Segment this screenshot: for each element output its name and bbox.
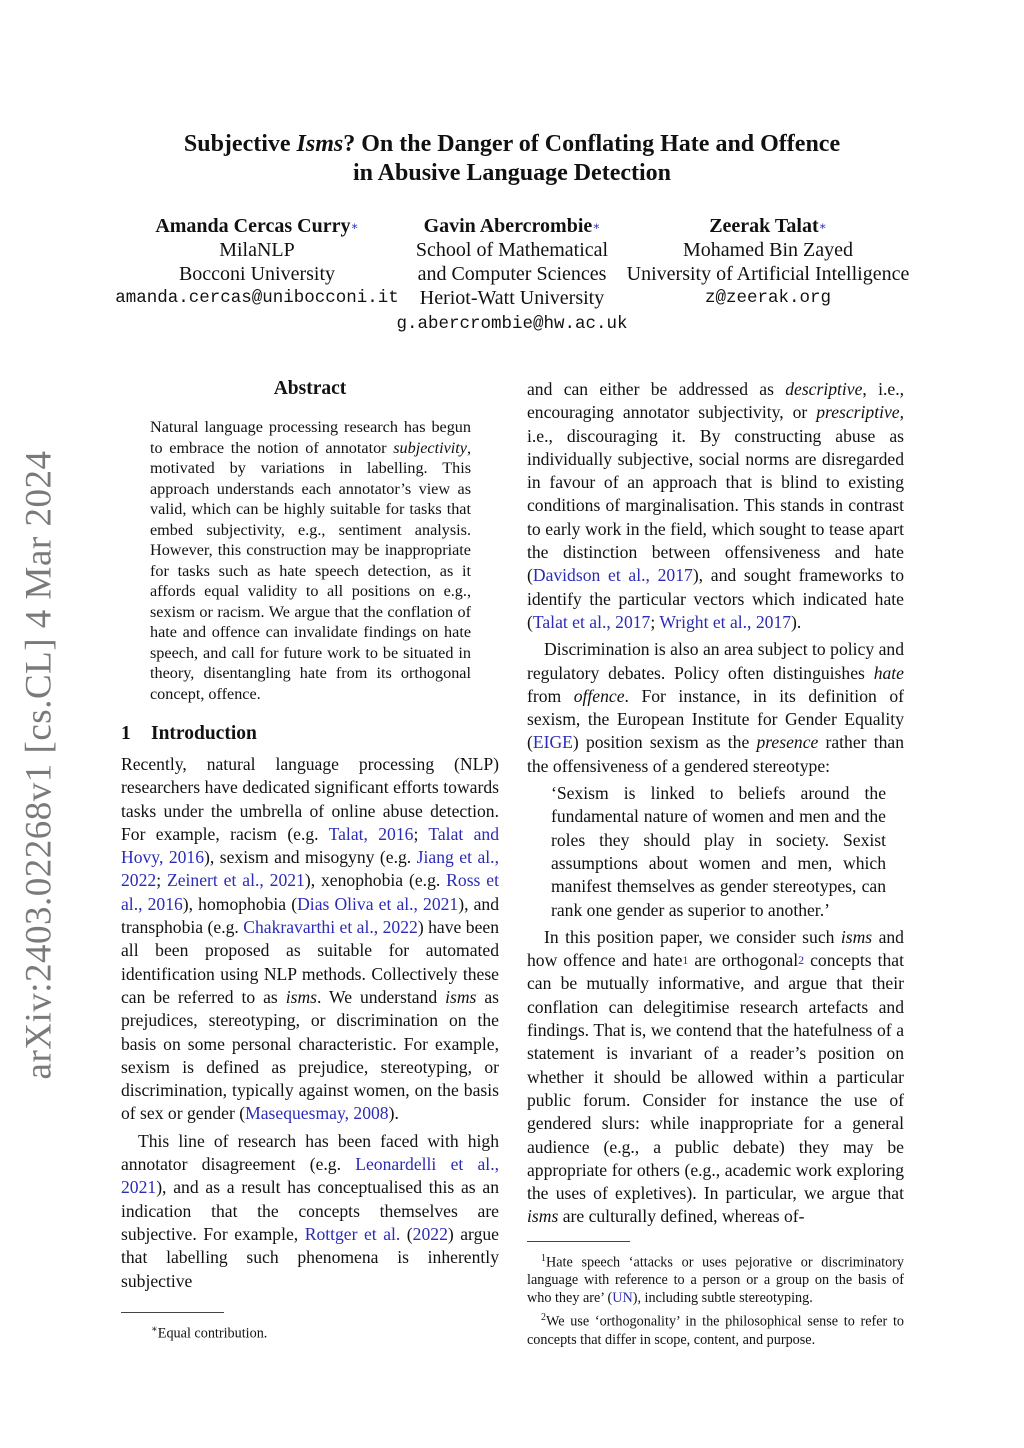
footnote-2: $^2$We use ‘orthogonality’ in the philosophical sense to refer to concepts that differ in scope, content, and purpose. [527,1312,904,1349]
citation-link[interactable]: UN [612,1290,633,1307]
citation-link[interactable]: Chakravarthi et al., 2022 [243,917,418,938]
author-block: Zeerak Talat∗ Mohamed Bin Zayed University of Artificial Intelligence z@zeerak.org [618,214,918,310]
body-paragraph: Discrimination is also an area subject to policy and regulatory debates. Policy often distinguishes hate from offence. For instance, in its definition of sexism, the European Institute for Gender Equality (EIGE) position sexism as the presence rather than the offensiveness of a gendered stereotype: [527,639,904,776]
body-paragraph: and can either be addressed as descriptive, i.e., encouraging annotator subjectivity, or prescriptive, i.e., discouraging it. By constructing abuse as individually subjective, social norms are disregarded in favour of an approach that is blind to existing conditions of marginalisation. This stands in contrast to early work in the field, which sought to tease apart the distinction between offensiveness and hate (Davidson et al., 2017), and sought frameworks to identify the particular vectors which indicated hate (Talat et al., 2017; Wright et al., 2017). [527,379,904,632]
citation-link[interactable]: Dias Oliva et al., 2021 [297,893,459,914]
right-column [527,378,904,1349]
footnote-ref[interactable]: 2 [798,953,805,968]
footnote-equal-contribution: ∗Equal contribution. [121,1312,499,1343]
citation-link[interactable]: 2022 [412,1223,448,1244]
footnote-ref[interactable]: 1 [682,953,689,968]
citation-link[interactable]: Talat et al., 2017 [532,611,651,632]
paper-title: Subjective Isms? On the Danger of Conflating Hate and Offence in Abusive Language Detection [183,131,841,186]
block-quote: ‘Sexism is linked to beliefs around the fundamental nature of women and men and the roles they should play in society. Sexist assumptions about women and men, which manifest themselves as gender stereotypes, can rank one gender as superior to another.’ [551,783,886,920]
section-heading-introduction: 1 Introduction [121,723,257,744]
author-block: Amanda Cercas Curry∗ MilaNLP Bocconi University amanda.cercas@unibocconi.it [107,214,407,310]
author-block: Gavin Abercrombie∗ School of Mathematical and Computer Sciences Heriot-Watt University g.abercrombie@hw.ac.uk [387,214,637,336]
intro-paragraph-2: This line of research has been faced with high annotator disagreement (e.g. Leonardelli et al., 2021), and as a result has conceptualised this as an indication that the concepts themselves are subjective. For example, Rottger et al. (2022) argue that labelling such phenomena is inherently subjective [121,1130,499,1291]
left-column [121,378,499,1293]
citation-link[interactable]: Ross et al., 2016 [121,870,499,914]
citation-link[interactable]: Masequesmay, 2008 [245,1103,389,1124]
arxiv-stamp: arXiv:2403.02268v1 [cs.CL] 4 Mar 2024 [18,450,60,1080]
abstract-text: Natural language processing research has begun to embrace the notion of annotator subjectivity, motivated by variations in labelling. This approach understands each annotator’s view as valid, which can be highly suitable for tasks that embed subjectivity, e.g., sentiment analysis. However, this construction may be inappropriate for tasks such as hate speech detection, as it affords equal validity to all positions on e.g., sexism or racism. We argue that the conflation of hate and offence can invalidate findings on hate speech, and call for future work to be situated in theory, disentangling hate from its orthogonal concept, offence. [150,418,471,703]
citation-link[interactable]: Jiang et al., 2022 [121,847,499,891]
citation-link[interactable]: Talat, 2016 [328,823,414,844]
citation-link[interactable]: Leonardelli et al., 2021 [121,1154,499,1198]
citation-link[interactable]: Wright et al., 2017 [659,611,792,632]
citation-link[interactable]: Talat and Hovy, 2016 [121,823,500,868]
footnote-1: $^1$Hate speech ‘attacks or uses pejorative or discriminatory language with reference to a person or a group on the basis of who they are’ (UN), including subtle stereotyping. [527,1252,904,1307]
footnote-rule [527,1241,630,1242]
author-email[interactable]: z@zeerak.org [704,288,832,308]
author-email[interactable]: g.abercrombie@hw.ac.uk [396,314,628,334]
author-email[interactable]: amanda.cercas@unibocconi.it [115,288,399,308]
intro-paragraph-1: Recently, natural language processing (NLP) researchers have dedicated significant efforts towards tasks under the umbrella of online abuse detection. For example, racism (e.g. Talat, 2016; Talat and Hovy, 2016), sexism and misogyny (e.g. Jiang et al., 2022; Zeinert et al., 2021), xenophobia (e.g. Ross et al., 2016), homophobia (Dias Oliva et al., 2021), and transphobia (e.g. Chakravarthi et al., 2022) have been all been proposed as suitable for automated identification using NLP methods. Collectively these can be referred to as isms. We understand isms as prejudices, stereotyping, or discrimination on the basis on some personal characteristic. For example, sexism is defined as prejudice, stereotyping, or discrimination, typically against women, on the basis of sex or gender (Masequesmay, 2008). [121,754,500,1124]
citation-link[interactable]: Rottger et al. [304,1223,401,1244]
abstract-heading: Abstract [273,378,347,399]
citation-link[interactable]: Zeinert et al., 2021 [166,870,305,891]
body-paragraph: In this position paper, we consider such isms and how offence and hate$^1$ are orthogonal$^2$ concepts that can be mutually informative, and argue that their conflation can delegitimise research artefacts and findings. That is, we contend that the hatefulness of a statement is invariant of a reader’s position on whether it should be allowed within a particular public forum. Consider for instance the use of gendered slurs: while inappropriate for a general audience (e.g., a public debate) they may be appropriate for others (e.g., academic work exploring the uses of expletives). In particular, we argue that isms are culturally defined, whereas of- [527,926,905,1227]
citation-link[interactable]: Davidson et al., 2017 [532,565,693,586]
citation-link[interactable]: EIGE [532,732,573,753]
